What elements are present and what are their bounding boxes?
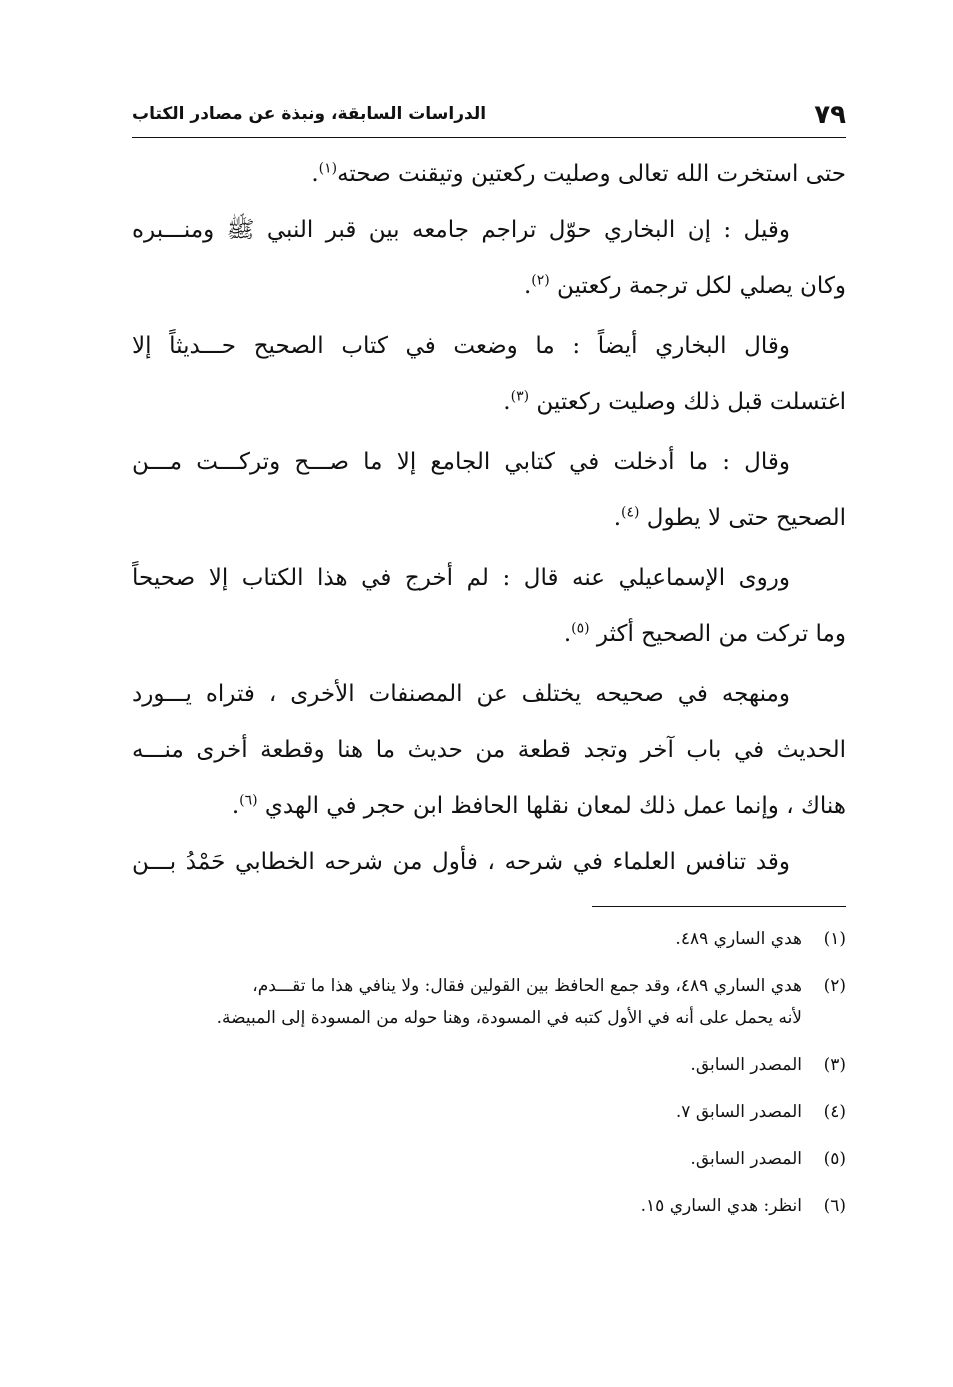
footnote-number: (٤) [823, 1102, 846, 1122]
text-line: وكان يصلي لكل ترجمة ركعتين $^{(٢)}$. [523, 272, 846, 299]
page-header [132, 96, 846, 136]
footnote-ref: (٦) [239, 792, 258, 809]
page-number: ٧٩ [814, 100, 846, 130]
footnote-text: هدي الساري ٤٨٩، وقد جمع الحافظ بين القولين فقال: ولا ينافي هذا ما تقـــدم، [252, 976, 802, 996]
footnote [132, 1054, 846, 1077]
footnote-rule [592, 906, 846, 907]
footnote-text: هدي الساري ٤٨٩. [675, 929, 802, 949]
footnotes [132, 928, 846, 1242]
footnote-continuation: لأنه يحمل على أنه في الأول كتبه في المسودة، وهنا حوله من المسودة إلى المبيضة. [216, 1008, 802, 1028]
footnote-number: (١) [823, 929, 846, 949]
footnote-number: (٦) [823, 1196, 846, 1216]
text-line: ومنهجه في صحيحه يختلف عن المصنفات الأخرى ، فتراه يـــورد [132, 681, 790, 707]
text-line: حتى استخرت الله تعالى وصليت ركعتين وتيقنت صحته$^{(١)}$. [311, 160, 846, 187]
footnote [132, 975, 846, 1030]
footnote-text: المصدر السابق. [690, 1149, 802, 1169]
footnote-text: المصدر السابق. [690, 1055, 802, 1075]
text-line: وقد تنافس العلماء في شرحه ، فأول من شرحه الخطابي حَمْدُ بـــن [132, 849, 790, 875]
footnote-ref: (٤) [621, 504, 640, 521]
text-line: هناك ، وإنما عمل ذلك لمعان نقلها الحافظ ابن حجر في الهدي $^{(٦)}$. [231, 792, 846, 819]
running-title: الدراسات السابقة، ونبذة عن مصادر الكتاب [132, 104, 487, 124]
footnote [132, 928, 846, 951]
main-text [132, 146, 846, 890]
footnote-ref: (٥) [571, 620, 590, 637]
footnote-number: (٥) [823, 1149, 846, 1169]
footnote [132, 1195, 846, 1218]
footnote-text: انظر: هدي الساري ١٥. [640, 1196, 802, 1216]
footnote-ref: (١) [318, 160, 338, 177]
header-rule [132, 137, 846, 138]
footnote-number: (٢) [823, 976, 846, 996]
footnote [132, 1101, 846, 1124]
footnote [132, 1148, 846, 1171]
text-line: وقال : ما أدخلت في كتابي الجامع إلا ما صـــح وتركـــت مـــن [132, 449, 790, 475]
footnote-ref: (٢) [531, 272, 550, 289]
text-line: وقيل : إن البخاري حوّل تراجم جامعه بين قبر النبي ﷺ ومنـــبره [132, 217, 790, 243]
text-line: الحديث في باب آخر وتجد قطعة من حديث ما هنا وقطعة أخرى منـــه [132, 737, 846, 763]
footnote-ref: (٣) [510, 388, 530, 405]
footnote-text: المصدر السابق ٧. [675, 1102, 802, 1122]
text-line: وروى الإسماعيلي عنه قال : لم أخرج في هذا الكتاب إلا صحيحاً [132, 565, 790, 591]
text-line: وما تركت من الصحيح أكثر $^{(٥)}$. [563, 620, 846, 647]
text-line: الصحيح حتى لا يطول $^{(٤)}$. [613, 504, 846, 531]
text-line: اغتسلت قبل ذلك وصليت ركعتين $^{(٣)}$. [503, 388, 846, 415]
footnote-number: (٣) [823, 1055, 846, 1075]
text-line: وقال البخاري أيضاً : ما وضعت في كتاب الصحيح حـــديثاً إلا [132, 333, 790, 359]
